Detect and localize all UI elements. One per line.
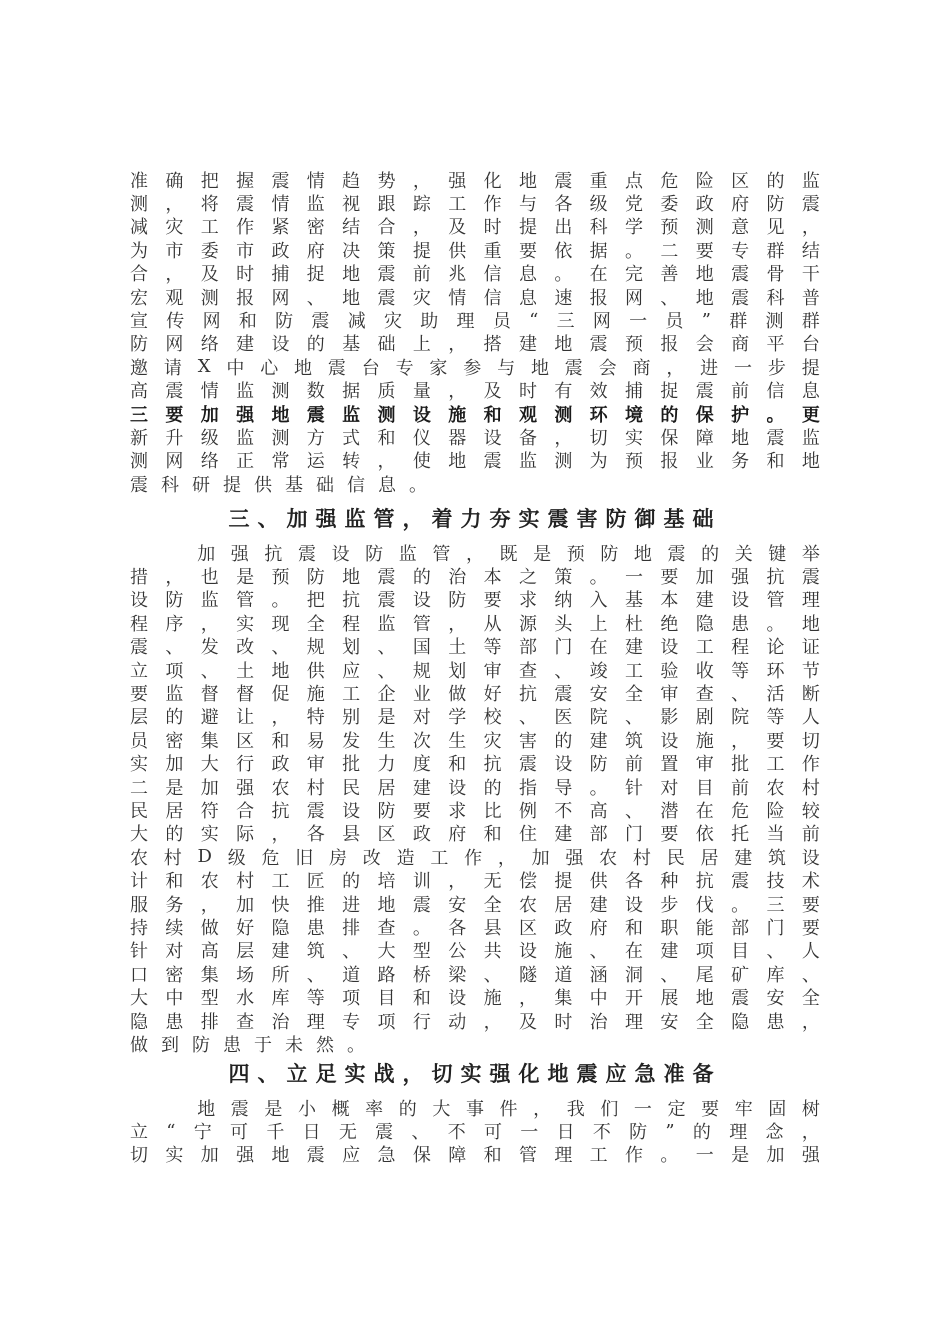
text-line: 宣 传 网 和 防 震 减 灾 助 理 员 “ 三 网 一 员 ” 群 测 群 — [130, 309, 820, 333]
section-heading-4: 四、立足实战，切实强化地震应急准备 — [228, 1062, 722, 1086]
text-line: 立 “ 宁 可 千 日 无 震 、 不 可 一 日 不 防 ” 的 理 念 ， — [130, 1120, 820, 1144]
text-line: 测 网 络 正 常 运 转 ， 使 地 震 监 测 为 预 报 业 务 和 地 — [130, 451, 820, 473]
text-line: 措 ， 也 是 预 防 地 震 的 治 本 之 策 。 一 要 加 强 抗 震 — [130, 567, 820, 589]
text-line: 准 确 把 握 震 情 趋 势 ， 强 化 地 震 重 点 危 险 区 的 监 — [130, 170, 820, 192]
paragraph-monitoring — [130, 168, 820, 495]
text-line: 大 的 实 际 ， 各 县 区 政 府 和 住 建 部 门 要 依 托 当 前 — [130, 824, 820, 846]
text-line: 口 密 集 场 所 、 道 路 桥 梁 、 隧 道 涵 洞 、 尾 矿 库 、 — [130, 964, 820, 986]
text-line: 立 项 、 土 地 供 应 、 规 划 审 查 、 竣 工 验 收 等 环 节 — [130, 660, 820, 682]
text-line: 设 防 监 管 。 把 抗 震 设 防 要 求 纳 入 基 本 建 设 管 理 — [130, 590, 820, 612]
text-line: 隐 患 排 查 治 理 专 项 行 动 ， 及 时 治 理 安 全 隐 患 ， — [130, 1011, 820, 1033]
text-line: 做 到 防 患 于 未 然 。 — [130, 1034, 365, 1056]
text-line: 程 序 ， 实 现 全 程 监 管 ， 从 源 头 上 杜 绝 隐 患 。 地 — [130, 613, 820, 635]
text-line: 持 续 做 好 隐 患 排 查 。 各 县 区 政 府 和 职 能 部 门 要 — [130, 917, 820, 939]
text-line: 减 灾 工 作 紧 密 结 合 ， 及 时 提 出 科 学 预 测 意 见 ， — [130, 217, 820, 239]
paragraph-supervision — [130, 541, 820, 1056]
text-line: 加 强 抗 震 设 防 监 管 ， 既 是 预 防 地 震 的 关 键 举 — [197, 543, 820, 565]
text-line: 农 村 D 级 危 旧 房 改 造 工 作 ， 加 强 农 村 民 居 建 筑 设 — [130, 846, 820, 869]
text-line: 震 科 研 提 供 基 础 信 息 。 — [130, 474, 427, 496]
text-line: 员 密 集 区 和 易 发 生 次 生 灾 害 的 建 筑 设 施 ， 要 切 — [130, 730, 820, 752]
text-line: 计 和 农 村 工 匠 的 培 训 ， 无 偿 提 供 各 种 抗 震 技 术 — [130, 871, 820, 893]
text-line: 合 ， 及 时 捕 捉 地 震 前 兆 信 息 。 在 完 善 地 震 骨 干 — [130, 264, 820, 286]
text-line: 防 网 络 建 设 的 基 础 上 ， 搭 建 地 震 预 报 会 商 平 台 — [130, 334, 820, 356]
text-line: 震 、 发 改 、 规 划 、 国 土 等 部 门 在 建 设 工 程 论 证 — [130, 637, 820, 659]
text-line: 新 升 级 监 测 方 式 和 仪 器 设 备 ， 切 实 保 障 地 震 监 — [130, 428, 820, 449]
text-line: 大 中 型 水 库 等 项 目 和 设 施 ， 集 中 开 展 地 震 安 全 — [130, 988, 820, 1010]
text-line: 地 震 是 小 概 率 的 大 事 件 ， 我 们 一 定 要 牢 固 树 — [197, 1098, 820, 1120]
text-line: 实 加 大 行 政 审 批 力 度 和 抗 震 设 防 前 置 审 批 工 作 — [130, 754, 820, 776]
text-line: 针 对 高 层 建 筑 、 大 型 公 共 设 施 、 在 建 项 目 、 人 — [130, 941, 820, 963]
text-line: 二 是 加 强 农 村 民 居 建 设 的 指 导 。 针 对 目 前 农 村 — [130, 777, 820, 799]
text-line: 测 ， 将 震 情 监 视 跟 踪 工 作 与 各 级 党 委 政 府 防 震 — [130, 194, 820, 216]
text-line: 邀 请 X 中 心 地 震 台 专 家 参 与 地 震 会 商 ， 进 一 步 提 — [130, 356, 820, 379]
text-line: 层 的 避 让 ， 特 别 是 对 学 校 、 医 院 、 影 剧 院 等 人 — [130, 707, 820, 729]
section-heading-3: 三、加强监管，着力夯实震害防御基础 — [228, 507, 722, 531]
text-line: 切 实 加 强 地 震 应 急 保 障 和 管 理 工 作 。 一 是 加 强 — [130, 1145, 820, 1167]
paragraph-emergency — [130, 1096, 820, 1166]
text-line: 高 震 情 监 测 数 据 质 量 ， 及 时 有 效 捕 捉 震 前 信 息 — [130, 381, 820, 403]
text-line: 宏 观 测 报 网 、 地 震 灾 情 信 息 速 报 网 、 地 震 科 普 — [130, 287, 820, 309]
text-line: 为 市 委 市 政 府 决 策 提 供 重 要 依 据 。 二 要 专 群 结 — [130, 240, 820, 262]
text-line: 服 务 ， 加 快 推 进 地 震 安 全 农 居 建 设 步 伐 。 三 要 — [130, 894, 820, 916]
text-line: 三 要 加 强 地 震 监 测 设 施 和 观 测 环 境 的 保 护 。 更 — [130, 404, 820, 426]
text-line: 要 监 督 督 促 施 工 企 业 做 好 抗 震 安 全 审 查 、 活 断 — [130, 684, 820, 706]
text-line: 民 居 符 合 抗 震 设 防 要 求 比 例 不 高 、 潜 在 危 险 较 — [130, 801, 820, 822]
